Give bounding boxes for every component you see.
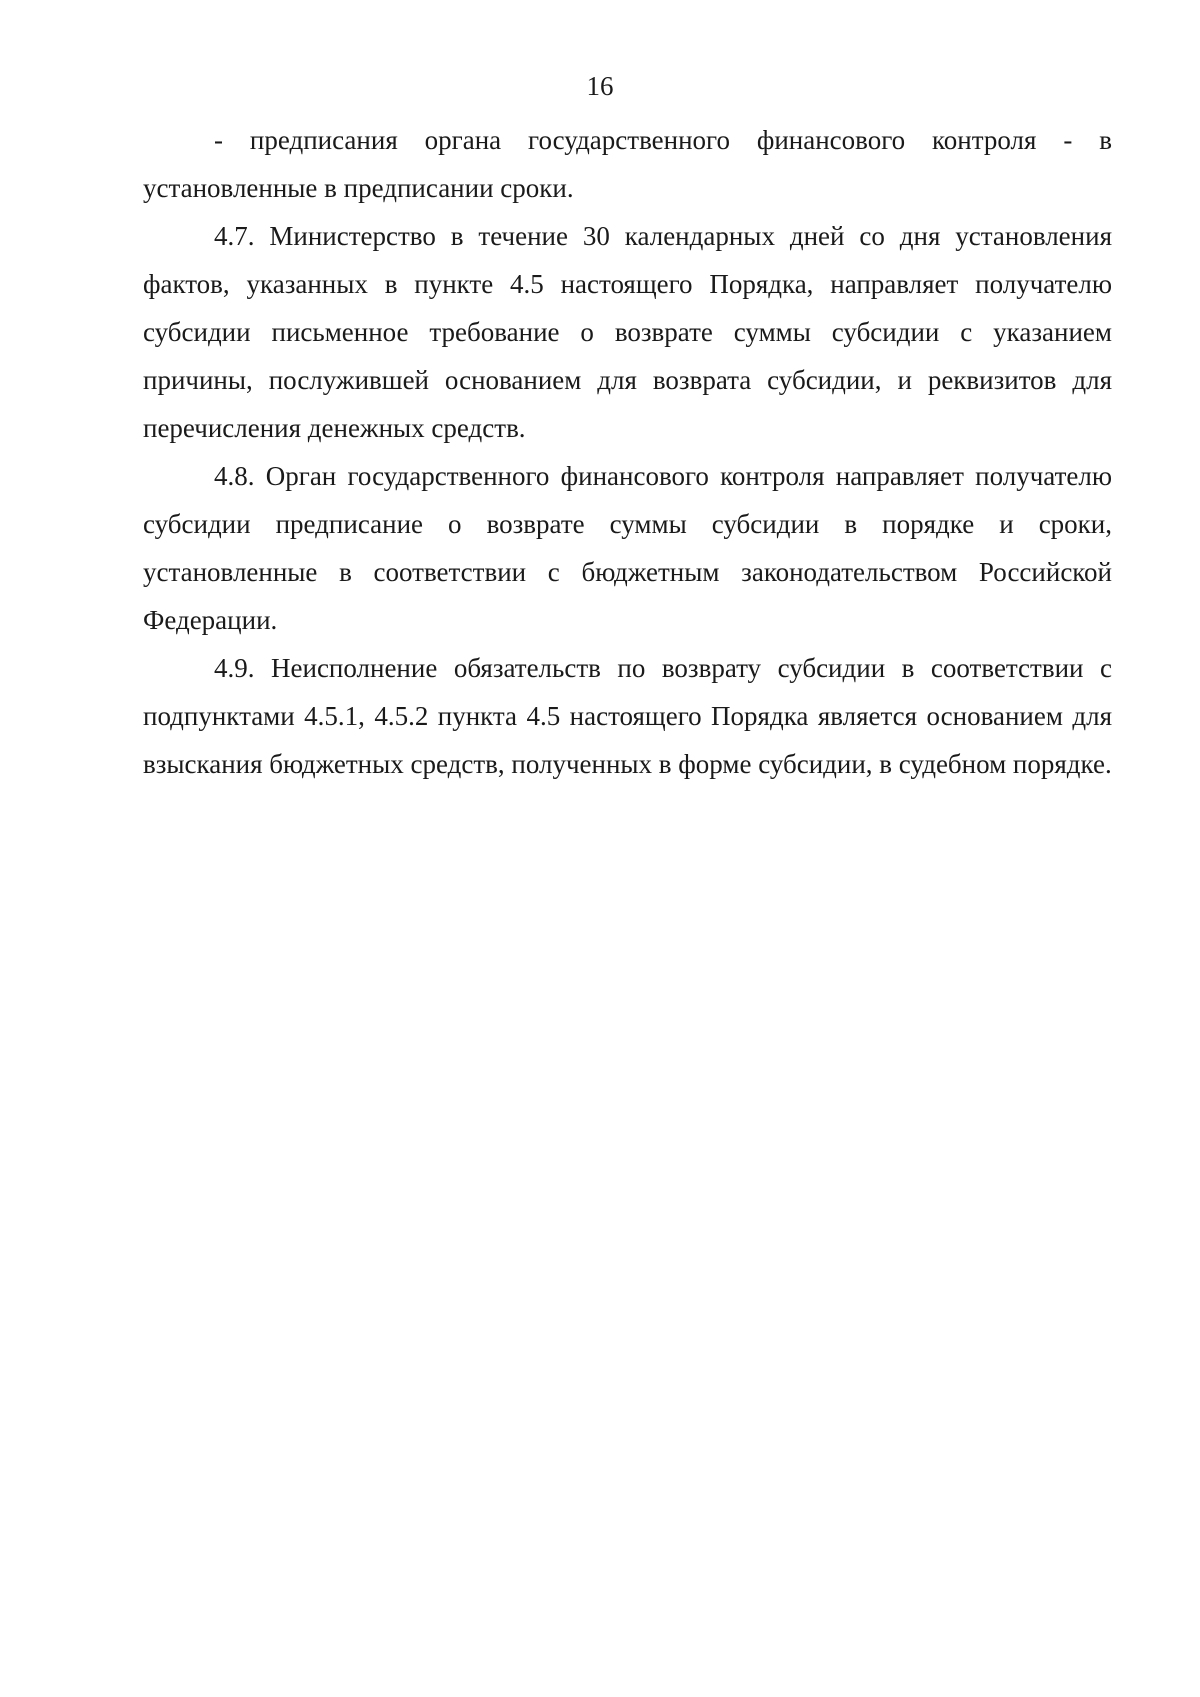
paragraph-4-7: 4.7. Министерство в течение 30 календарных дней со дня установления фактов, указанных в пункте 4.5 настоящего Порядка, направляет получателю субсидии письменное требование о возврате суммы субсидии с указанием причины, послужившей основанием для возврата субсидии, и реквизитов для перечисления денежных средств. xyxy=(143,221,1112,443)
page-number: 16 xyxy=(586,71,614,101)
paragraph-prescription-deadline: - предписания органа государственного финансового контроля - в установленные в предписании сроки. xyxy=(143,125,1112,203)
paragraph-4-8: 4.8. Орган государственного финансового контроля направляет получателю субсидии предписание о возврате суммы субсидии в порядке и сроки, установленные в соответствии с бюджетным законодательством Российской Федерации. xyxy=(143,461,1112,635)
paragraph-4-9: 4.9. Неисполнение обязательств по возврату субсидии в соответствии с подпунктами 4.5.1, 4.5.2 пункта 4.5 настоящего Порядка является основанием для взыскания бюджетных средств, полученных в форме субсидии, в судебном порядке. xyxy=(143,653,1112,779)
document-body xyxy=(143,116,1112,788)
